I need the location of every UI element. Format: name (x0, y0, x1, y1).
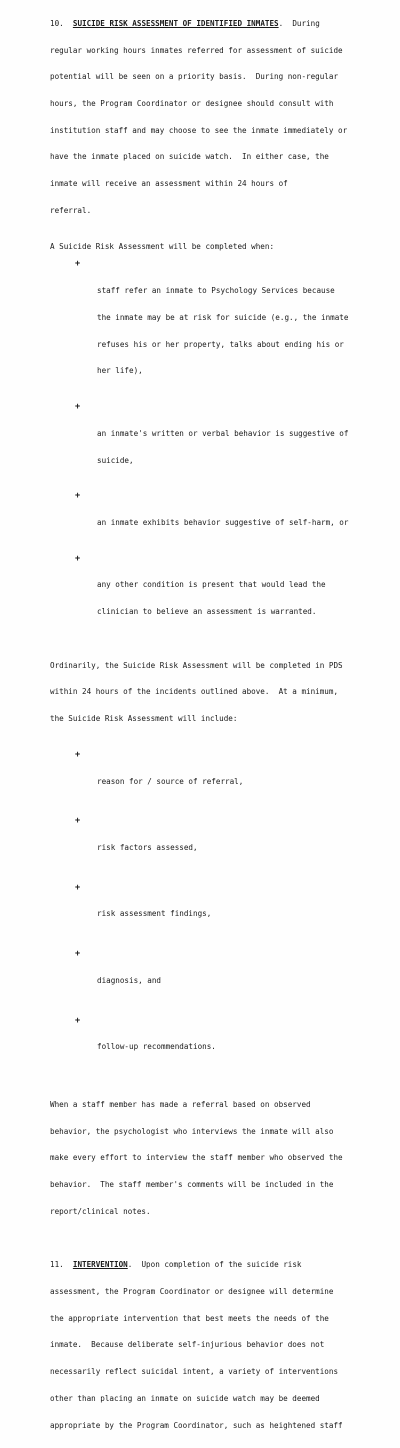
section-10-line: have the inmate placed on suicide watch. In either case, the (50, 152, 329, 162)
section-10-heading-punct: . (278, 18, 284, 28)
include-bullet-text: risk factors assessed, (97, 842, 198, 852)
ordinarily-line: the Suicide Risk Assessment will include: (50, 714, 238, 724)
when-bullet-line: her life), (97, 366, 143, 376)
ordinarily-line: within 24 hours of the incidents outlined above. At a minimum, (50, 687, 339, 697)
plus-bullet-icon: + (75, 491, 81, 502)
referral-paragraph (50, 1083, 400, 1234)
plus-bullet-icon: + (75, 259, 81, 270)
plus-bullet-icon: + (75, 816, 81, 827)
section-10-heading: SUICIDE RISK ASSESSMENT OF IDENTIFIED INMATES (72, 18, 279, 28)
include-bullet-item (50, 751, 400, 804)
section-10-number: 10. (50, 18, 64, 28)
plus-bullet-icon: + (75, 749, 81, 760)
include-bullet-item (50, 1017, 400, 1070)
section-11-first-line-tail: Upon completion of the suicide risk (141, 1260, 302, 1270)
referral-line: report/clinical notes. (50, 1206, 151, 1216)
include-bullet-item (50, 884, 400, 937)
ordinarily-paragraph (50, 644, 400, 742)
include-bullet-text: follow-up recommendations. (97, 1042, 216, 1052)
section-11-line: appropriate by the Program Coordinator, such as heightened staff (50, 1420, 343, 1430)
section-10-line: institution staff and may choose to see the inmate immediately or (50, 125, 348, 135)
when-intro: A Suicide Risk Assessment will be completed when: (50, 241, 275, 251)
when-bullet-item (50, 492, 400, 545)
when-bullet-line: an inmate's written or verbal behavior is suggestive of (97, 428, 349, 438)
section-10 (50, 0, 400, 234)
include-bullet-list (50, 751, 400, 1070)
section-11-line: assessment, the Program Coordinator or designee will determine (50, 1286, 334, 1296)
section-11-line: the appropriate intervention that best meets the needs of the (50, 1313, 329, 1323)
section-10-first-line (50, 20, 400, 29)
referral-line: make every effort to interview the staff member who observed the (50, 1153, 343, 1163)
when-bullet-line: any other condition is present that would lead the (97, 580, 326, 590)
when-bullet-item (50, 555, 400, 635)
plus-bullet-icon: + (75, 882, 81, 893)
plus-bullet-icon: + (75, 402, 81, 413)
section-10-line: inmate will receive an assessment within 24 hours of (50, 179, 288, 189)
section-10-first-line-tail: During (292, 18, 320, 28)
section-11-heading: INTERVENTION (72, 1260, 128, 1270)
when-bullet-line: suicide, (97, 455, 134, 465)
section-10-line: regular working hours inmates referred for assessment of suicide (50, 45, 343, 55)
include-bullet-text: diagnosis, and (97, 975, 162, 985)
plus-bullet-icon: + (75, 1015, 81, 1026)
plus-bullet-icon: + (75, 553, 81, 564)
section-11-number: 11. (50, 1260, 64, 1270)
section-11-heading-punct: . (127, 1260, 133, 1270)
referral-line: When a staff member has made a referral based on observed (50, 1099, 311, 1109)
section-11-line: other than placing an inmate on suicide watch may be deemed (50, 1393, 320, 1403)
plus-bullet-icon: + (75, 949, 81, 960)
include-bullet-item (50, 817, 400, 870)
ordinarily-line: Ordinarily, the Suicide Risk Assessment will be completed in PDS (50, 660, 343, 670)
when-bullet-line: an inmate exhibits behavior suggestive of self-harm, or (97, 517, 349, 527)
when-bullet-line: refuses his or her property, talks about ending his or (97, 339, 344, 349)
section-11 (50, 1243, 400, 1448)
section-10-line: referral. (50, 205, 92, 215)
referral-line: behavior, the psychologist who interviews the inmate will also (50, 1126, 334, 1136)
referral-line: behavior. The staff member's comments will be included in the (50, 1179, 334, 1189)
when-bullet-line: the inmate may be at risk for suicide (e.g., the inmate (97, 312, 349, 322)
when-bullet-line: clinician to believe an assessment is warranted. (97, 607, 317, 617)
section-11-line: inmate. Because deliberate self-injurious behavior does not (50, 1340, 325, 1350)
section-10-line: hours, the Program Coordinator or designee should consult with (50, 98, 334, 108)
when-bullet-line: staff refer an inmate to Psychology Services because (97, 286, 335, 296)
section-10-line: potential will be seen on a priority basis. During non-regular (50, 72, 339, 82)
section-11-line: necessarily reflect suicidal intent, a variety of interventions (50, 1367, 339, 1377)
include-bullet-text: risk assessment findings, (97, 909, 212, 919)
include-bullet-item (50, 950, 400, 1003)
include-bullet-text: reason for / source of referral, (97, 776, 244, 786)
when-bullet-item (50, 260, 400, 394)
when-bullet-list (50, 260, 400, 634)
section-11-first-line (50, 1261, 400, 1270)
when-bullet-item (50, 403, 400, 483)
